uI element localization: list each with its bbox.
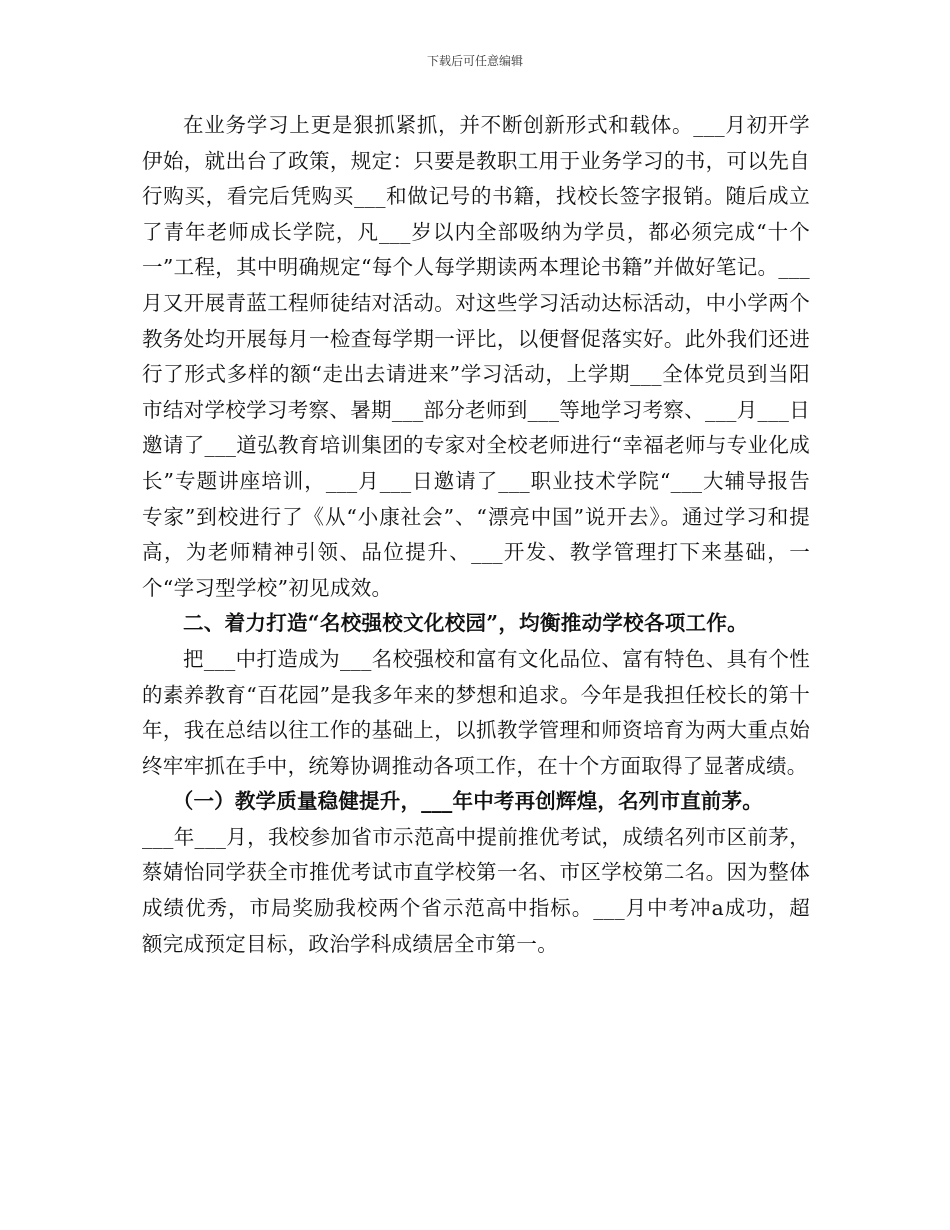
- document-body: [142, 108, 810, 962]
- subsection-heading-1-text: （一）教学质量稳健提升，___年中考再创辉煌，名列市直前茅。: [172, 789, 763, 814]
- paragraph-school-vision: 把___中打造成为___名校强校和富有文化品位、富有特色、具有个性的素养教育“百花园”是我多年来的梦想和追求。今年是我担任校长的第十年，我在总结以往工作的基础上，以抓教学管理和师资培育为两大重点始终牢牢抓在手中，统筹协调推动各项工作，在十个方面取得了显著成绩。: [142, 646, 810, 778]
- page-header-note: 下载后可任意编辑: [426, 54, 523, 68]
- paragraph-study-activities: 在业务学习上更是狠抓紧抓，并不断创新形式和载体。___月初开学伊始，就出台了政策，规定：只要是教职工用于业务学习的书，可以先自行购买，看完后凭购买___和做记号的书籍，找校长签字报销。随后成立了青年老师成长学院，凡___岁以内全部吸纳为学员，都必须完成“十个一”工程，其中明确规定“每个人每学期读两本理论书籍”并做好笔记。___月又开展青蓝工程师徒结对活动。对这些学习活动达标活动，中小学两个教务处均开展每月一检查每学期一评比，以便督促落实好。此外我们还进行了形式多样的额“走出去请进来”学习活动，上学期___全体党员到当阳市结对学校学习考察、暑期___部分老师到___等地学习考察、___月___日邀请了___道弘教育培训集团的专家对全校老师进行“幸福老师与专业化成长”专题讲座培训，___月___日邀请了___职业技术学院“___大辅导报告专家”到校进行了《从“小康社会”、“漂亮中国”说开去》。通过学习和提高，为老师精神引领、品位提升、___开发、教学管理打下来基础，一个“学习型学校”初见成效。: [142, 113, 810, 600]
- paragraph-exam-results: ___年___月，我校参加省市示范高中提前推优考试，成绩名列市区前茅，蔡婧怡同学获全市推优考试市直学校第一名、市区学校第二名。因为整体成绩优秀，市局奖励我校两个省示范高中指标。___月中考冲a成功，超额完成预定目标，政治学科成绩居全市第一。: [142, 824, 810, 956]
- subsection-heading-1: [142, 784, 810, 820]
- section-heading-2: 二、着力打造“名校强校文化校园”，均衡推动学校各项工作。: [183, 611, 748, 636]
